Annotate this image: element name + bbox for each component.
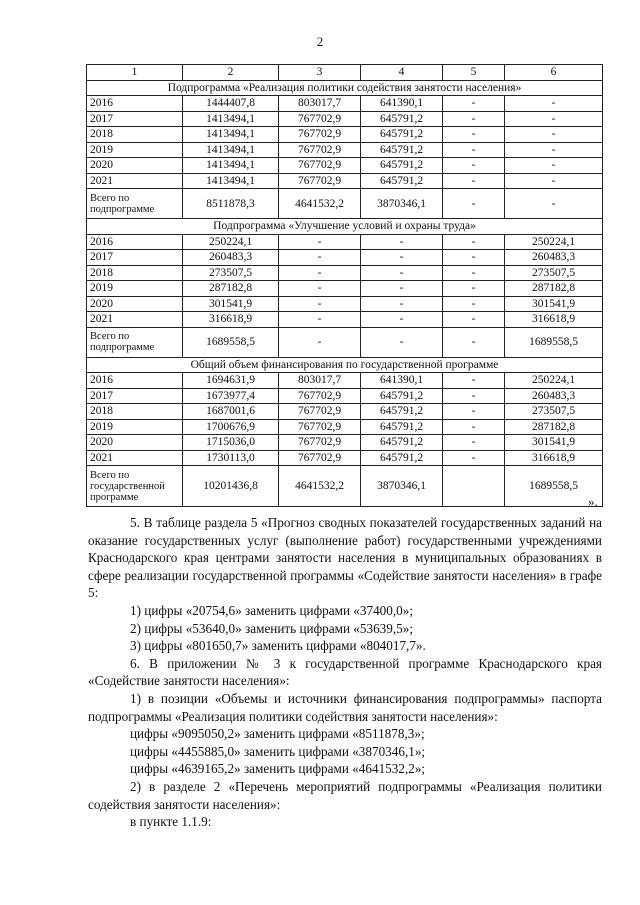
total-value: - [361, 327, 443, 357]
value-cell: 767702,9 [279, 388, 361, 404]
year-cell: 2019 [87, 419, 183, 435]
total-value: 4641532,2 [279, 466, 361, 507]
value-cell: - [443, 312, 505, 328]
value-cell: 767702,9 [279, 450, 361, 466]
paragraph: цифры «4639165,2» заменить цифрами «4641532,2»; [130, 761, 426, 777]
value-cell: 287182,8 [505, 281, 603, 297]
value-cell: - [443, 435, 505, 451]
value-cell: - [361, 265, 443, 281]
value-cell: 1413494,1 [183, 173, 279, 189]
value-cell: 273507,5 [183, 265, 279, 281]
value-cell: 1694631,9 [183, 373, 279, 389]
total-value [443, 466, 505, 507]
paragraph: 1) цифры «20754,6» заменить цифрами «37400,0»; [130, 602, 414, 618]
value-cell: 1413494,1 [183, 111, 279, 127]
table-row [87, 450, 603, 466]
table-row [87, 388, 603, 404]
table-row [87, 312, 603, 328]
value-cell: - [443, 388, 505, 404]
table-row [87, 111, 603, 127]
total-value: 1689558,5 [505, 466, 603, 507]
value-cell: - [443, 234, 505, 250]
value-cell: - [443, 265, 505, 281]
total-value: 1689558,5 [183, 327, 279, 357]
column-number: 4 [361, 65, 443, 81]
value-cell: - [443, 419, 505, 435]
value-cell: - [279, 281, 361, 297]
total-value: 8511878,3 [183, 189, 279, 219]
value-cell: - [361, 234, 443, 250]
year-cell: 2018 [87, 127, 183, 143]
value-cell: 250224,1 [183, 234, 279, 250]
section-title: Подпрограмма «Реализация политики содействия занятости населения» [87, 80, 603, 96]
value-cell: 250224,1 [505, 373, 603, 389]
total-value: 1689558,5 [505, 327, 603, 357]
value-cell: 1413494,1 [183, 142, 279, 158]
value-cell: - [443, 111, 505, 127]
column-number: 3 [279, 65, 361, 81]
value-cell: - [505, 158, 603, 174]
value-cell: - [361, 312, 443, 328]
total-label: Всего по подпрограмме [87, 189, 183, 219]
section-title: Общий объем финансирования по государственной программе [87, 357, 603, 373]
table-row [87, 142, 603, 158]
value-cell: - [443, 404, 505, 420]
paragraph: 6. В приложении № 3 к государственной программе Краснодарского края «Содействие занятости населения»: [88, 655, 602, 689]
value-cell: 301541,9 [183, 296, 279, 312]
year-cell: 2019 [87, 142, 183, 158]
value-cell: 1715036,0 [183, 435, 279, 451]
value-cell: 767702,9 [279, 111, 361, 127]
value-cell: - [505, 173, 603, 189]
table-row [87, 127, 603, 143]
paragraph: в пункте 1.1.9: [130, 814, 212, 830]
section-title-row [87, 357, 603, 373]
value-cell: 1673977,4 [183, 388, 279, 404]
column-number: 6 [505, 65, 603, 81]
value-cell: 767702,9 [279, 173, 361, 189]
year-cell: 2021 [87, 312, 183, 328]
value-cell: - [443, 373, 505, 389]
value-cell: 316618,9 [505, 450, 603, 466]
value-cell: 767702,9 [279, 158, 361, 174]
page-number: 2 [316, 34, 324, 49]
value-cell: 645791,2 [361, 404, 443, 420]
table-row [87, 373, 603, 389]
value-cell: 301541,9 [505, 296, 603, 312]
value-cell: - [443, 158, 505, 174]
value-cell: 260483,3 [183, 250, 279, 266]
table-row [87, 265, 603, 281]
value-cell: - [279, 234, 361, 250]
financing-table [86, 64, 603, 507]
value-cell: 767702,9 [279, 127, 361, 143]
section-title: Подпрограмма «Улучшение условий и охраны труда» [87, 219, 603, 235]
total-value: - [279, 327, 361, 357]
value-cell: 1700676,9 [183, 419, 279, 435]
total-value: 10201436,8 [183, 466, 279, 507]
total-value: 3870346,1 [361, 189, 443, 219]
value-cell: 273507,5 [505, 265, 603, 281]
value-cell: - [505, 127, 603, 143]
value-cell: 645791,2 [361, 127, 443, 143]
value-cell: 767702,9 [279, 419, 361, 435]
value-cell: 316618,9 [505, 312, 603, 328]
table-row [87, 296, 603, 312]
value-cell: 1444407,8 [183, 96, 279, 112]
year-cell: 2017 [87, 388, 183, 404]
year-cell: 2019 [87, 281, 183, 297]
value-cell: 645791,2 [361, 142, 443, 158]
year-cell: 2017 [87, 250, 183, 266]
value-cell: 287182,8 [183, 281, 279, 297]
year-cell: 2018 [87, 265, 183, 281]
value-cell: 767702,9 [279, 404, 361, 420]
year-cell: 2017 [87, 111, 183, 127]
value-cell: 1413494,1 [183, 158, 279, 174]
value-cell: 645791,2 [361, 419, 443, 435]
total-value: 4641532,2 [279, 189, 361, 219]
value-cell: - [505, 96, 603, 112]
table-header-row [87, 65, 603, 81]
column-number: 2 [183, 65, 279, 81]
value-cell: - [443, 296, 505, 312]
value-cell: - [279, 250, 361, 266]
value-cell: 301541,9 [505, 435, 603, 451]
year-cell: 2016 [87, 96, 183, 112]
year-cell: 2020 [87, 296, 183, 312]
total-value: - [443, 189, 505, 219]
paragraph: цифры «9095050,2» заменить цифрами «8511878,3»; [130, 726, 425, 742]
total-value: 3870346,1 [361, 466, 443, 507]
value-cell: - [443, 450, 505, 466]
value-cell: 287182,8 [505, 419, 603, 435]
value-cell: 260483,3 [505, 250, 603, 266]
paragraph: 5. В таблице раздела 5 «Прогноз сводных показателей государственных заданий на оказание государственных услуг (выполнение работ) государственными учреждениями Краснодарского края центрами занятости населения в муниципальных образованиях в сфере реализации государственной программы «Содействие занятости населения» в графе 5: [88, 515, 602, 601]
table-closing-mark: ». [588, 494, 598, 509]
table-row [87, 404, 603, 420]
total-value: - [443, 327, 505, 357]
paragraph: цифры «4455885,0» заменить цифрами «3870346,1»; [130, 743, 426, 759]
value-cell: 645791,2 [361, 450, 443, 466]
value-cell: 1687001,6 [183, 404, 279, 420]
section-title-row [87, 219, 603, 235]
body-text [88, 514, 602, 831]
value-cell: 1730113,0 [183, 450, 279, 466]
value-cell: 645791,2 [361, 435, 443, 451]
column-number: 1 [87, 65, 183, 81]
value-cell: 767702,9 [279, 142, 361, 158]
total-label: Всего по государственной программе [87, 466, 183, 507]
year-cell: 2021 [87, 173, 183, 189]
value-cell: 260483,3 [505, 388, 603, 404]
value-cell: - [443, 281, 505, 297]
year-cell: 2020 [87, 435, 183, 451]
paragraph: 2) в разделе 2 «Перечень мероприятий подпрограммы «Реализация политики содействия занятости населения»: [88, 778, 602, 812]
value-cell: - [443, 96, 505, 112]
value-cell: 641390,1 [361, 96, 443, 112]
year-cell: 2016 [87, 373, 183, 389]
value-cell: - [361, 281, 443, 297]
value-cell: - [443, 250, 505, 266]
value-cell: 1413494,1 [183, 127, 279, 143]
value-cell: 645791,2 [361, 158, 443, 174]
column-number: 5 [443, 65, 505, 81]
value-cell: 803017,7 [279, 96, 361, 112]
year-cell: 2021 [87, 450, 183, 466]
value-cell: 803017,7 [279, 373, 361, 389]
table-row [87, 281, 603, 297]
value-cell: - [505, 111, 603, 127]
table-row [87, 234, 603, 250]
value-cell: - [443, 142, 505, 158]
value-cell: - [279, 265, 361, 281]
table-row [87, 96, 603, 112]
value-cell: 250224,1 [505, 234, 603, 250]
table-row [87, 419, 603, 435]
value-cell: 645791,2 [361, 388, 443, 404]
year-cell: 2020 [87, 158, 183, 174]
total-row [87, 189, 603, 219]
total-value: - [505, 189, 603, 219]
value-cell: - [361, 250, 443, 266]
year-cell: 2018 [87, 404, 183, 420]
value-cell: - [443, 127, 505, 143]
total-label: Всего по подпрограмме [87, 327, 183, 357]
section-title-row [87, 80, 603, 96]
value-cell: 645791,2 [361, 173, 443, 189]
paragraph: 2) цифры «53640,0» заменить цифрами «53639,5»; [130, 620, 414, 636]
total-row [87, 466, 603, 507]
year-cell: 2016 [87, 234, 183, 250]
value-cell: 767702,9 [279, 435, 361, 451]
value-cell: 645791,2 [361, 111, 443, 127]
value-cell: 641390,1 [361, 373, 443, 389]
table-row [87, 250, 603, 266]
value-cell: - [279, 296, 361, 312]
value-cell: - [505, 142, 603, 158]
table-row [87, 158, 603, 174]
value-cell: 273507,5 [505, 404, 603, 420]
value-cell: - [443, 173, 505, 189]
value-cell: 316618,9 [183, 312, 279, 328]
value-cell: - [361, 296, 443, 312]
table-row [87, 173, 603, 189]
value-cell: - [279, 312, 361, 328]
paragraph: 3) цифры «801650,7» заменить цифрами «804017,7». [130, 638, 426, 654]
table-row [87, 435, 603, 451]
paragraph: 1) в позиции «Объемы и источники финансирования подпрограммы» паспорта подпрограммы «Реализация политики содействия занятости населения»: [88, 690, 602, 724]
total-row [87, 327, 603, 357]
